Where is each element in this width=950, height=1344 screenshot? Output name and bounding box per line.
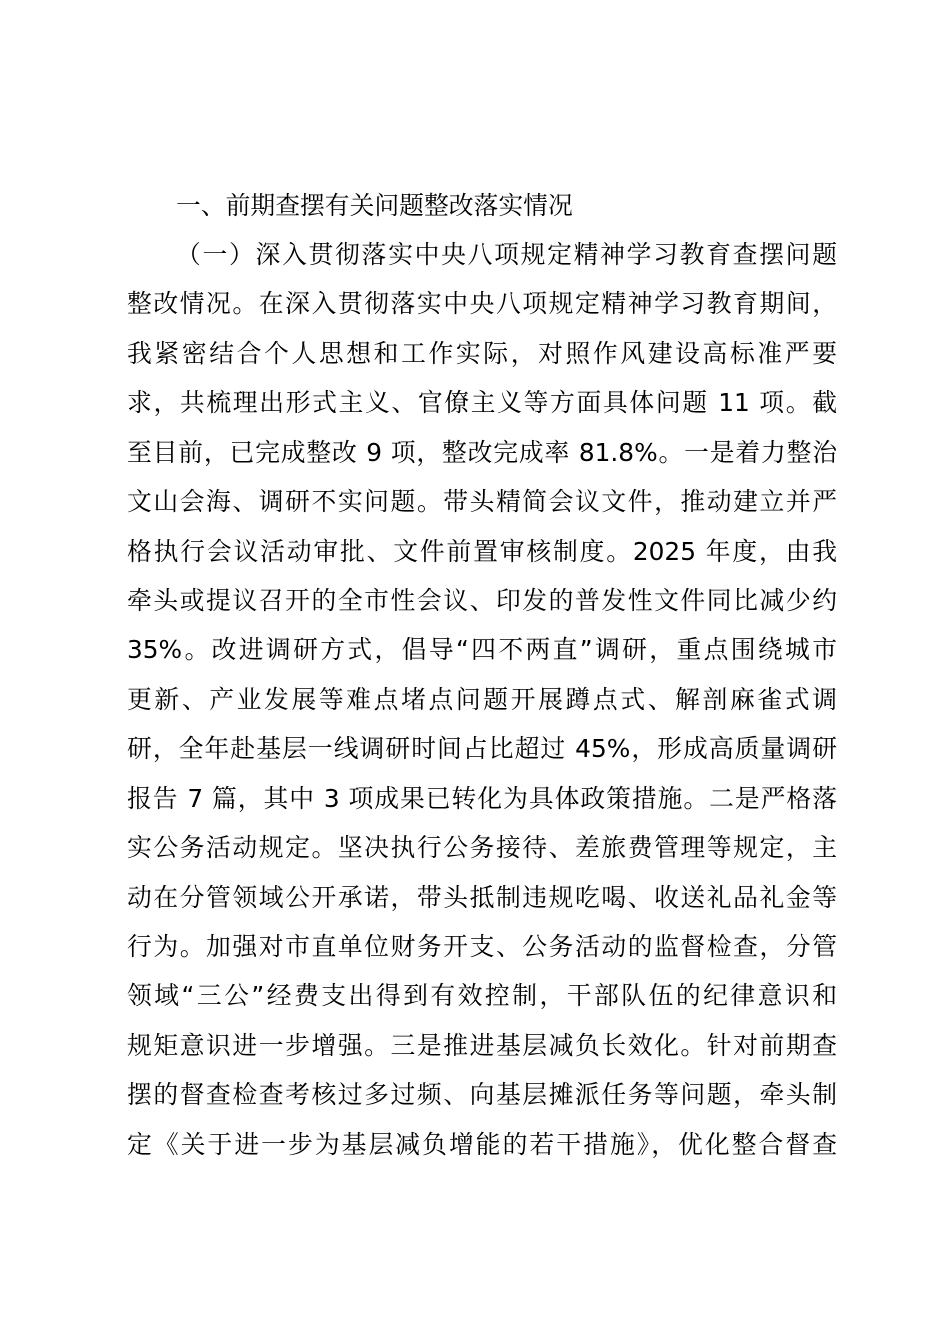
paragraph-line: 实公务活动规定。坚决执行公务接待、差旅费管理等规定，主 (127, 833, 837, 862)
paragraph-line: 求，共梳理出形式主义、官僚主义等方面具体问题 11 项。截 (127, 388, 837, 417)
paragraph-line: 领域“三公”经费支出得到有效控制，干部队伍的纪律意识和 (127, 981, 837, 1010)
paragraph-line: 我紧密结合个人思想和工作实际，对照作风建设高标准严要 (127, 339, 837, 368)
paragraph-line: 格执行会议活动审批、文件前置审核制度。2025 年度，由我 (127, 537, 837, 566)
paragraph-line: 规矩意识进一步增强。三是推进基层减负长效化。针对前期查 (127, 1031, 837, 1060)
paragraph-line: 更新、产业发展等难点堵点问题开展蹲点式、解剖麻雀式调 (127, 685, 837, 714)
paragraph-line: 行为。加强对市直单位财务开支、公务活动的监督检查，分管 (127, 932, 837, 961)
paragraph-line: 研，全年赴基层一线调研时间占比超过 45%，形成高质量调研 (127, 734, 837, 763)
paragraph-line: 动在分管领域公开承诺，带头抵制违规吃喝、收送礼品礼金等 (127, 883, 837, 912)
paragraph-line: 文山会海、调研不实问题。带头精简会议文件，推动建立并严 (127, 487, 837, 516)
paragraph-line: 35%。改进调研方式，倡导“四不两直”调研，重点围绕城市 (127, 635, 837, 664)
paragraph-line: 报告 7 篇，其中 3 项成果已转化为具体政策措施。二是严格落 (127, 784, 837, 813)
paragraph-line: 整改情况。在深入贯彻落实中央八项规定精神学习教育期间， (127, 289, 837, 318)
paragraph-line: 至目前，已完成整改 9 项，整改完成率 81.8%。一是着力整治 (127, 438, 837, 467)
paragraph-line: 定《关于进一步为基层减负增能的若干措施》，优化整合督查 (127, 1130, 837, 1159)
section-heading: 一、前期查摆有关问题整改落实情况 (176, 191, 573, 220)
paragraph-line: 牵头或提议召开的全市性会议、印发的普发性文件同比减少约 (127, 586, 837, 615)
paragraph-line: 摆的督查检查考核过多过频、向基层摊派任务等问题，牵头制 (127, 1080, 837, 1109)
subsection-heading-line: （一）深入贯彻落实中央八项规定精神学习教育查摆问题 (176, 240, 837, 269)
